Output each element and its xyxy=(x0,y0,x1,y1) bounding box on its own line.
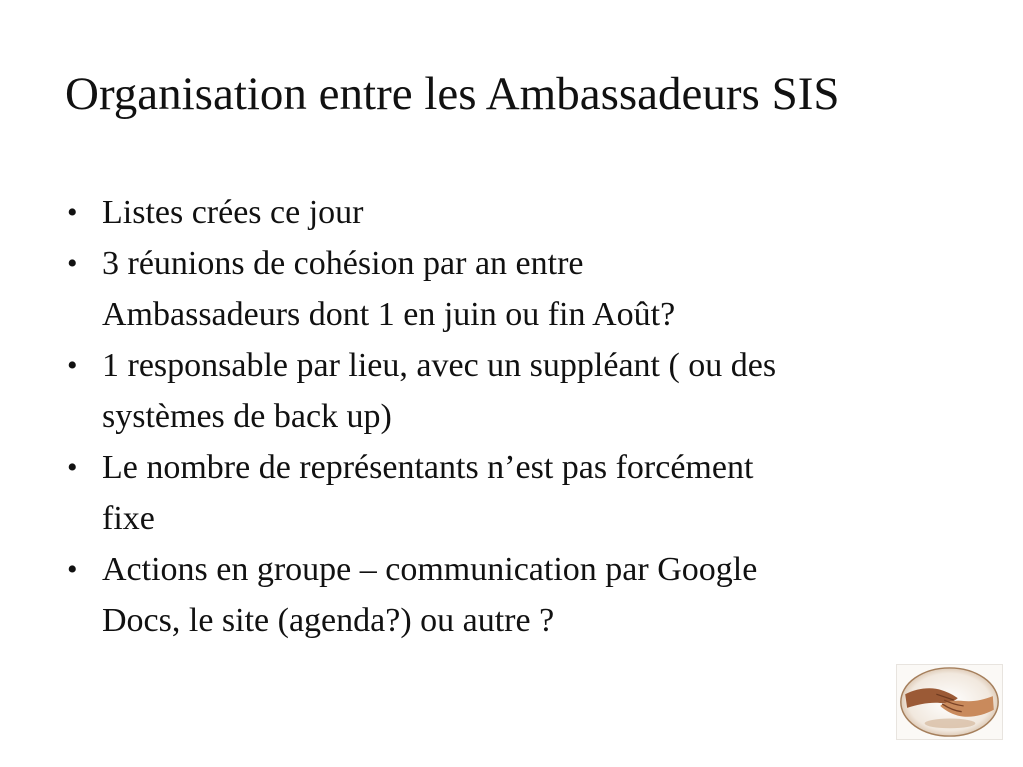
bullet-item xyxy=(65,544,970,646)
slide-title: Organisation entre les Ambassadeurs SIS xyxy=(65,68,840,120)
bullet-line: Listes crées ce jour xyxy=(102,194,364,231)
bullet-line: fixe xyxy=(102,500,155,537)
bullet-item xyxy=(65,238,970,340)
bullet-marker: • xyxy=(67,553,78,586)
bullet-marker: • xyxy=(67,451,78,484)
bullet-marker: • xyxy=(67,196,78,229)
bullet-marker: • xyxy=(67,247,78,280)
bullet-item xyxy=(65,187,970,238)
bullet-line: Docs, le site (agenda?) ou autre ? xyxy=(102,602,555,639)
bullet-line: 3 réunions de cohésion par an entre xyxy=(102,245,584,282)
bullet-list xyxy=(65,187,970,646)
bullet-line: Actions en groupe – communication par Google xyxy=(102,551,758,588)
bullet-item xyxy=(65,442,970,544)
bullet-line: systèmes de back up) xyxy=(102,398,392,435)
bullet-line: Le nombre de représentants n’est pas forcément xyxy=(102,449,754,486)
handshake-icon xyxy=(896,664,1003,740)
bullet-marker: • xyxy=(67,349,78,382)
bullet-line: 1 responsable par lieu, avec un suppléant ( ou des xyxy=(102,347,777,384)
bullet-item xyxy=(65,340,970,442)
bullet-line: Ambassadeurs dont 1 en juin ou fin Août? xyxy=(102,296,676,333)
